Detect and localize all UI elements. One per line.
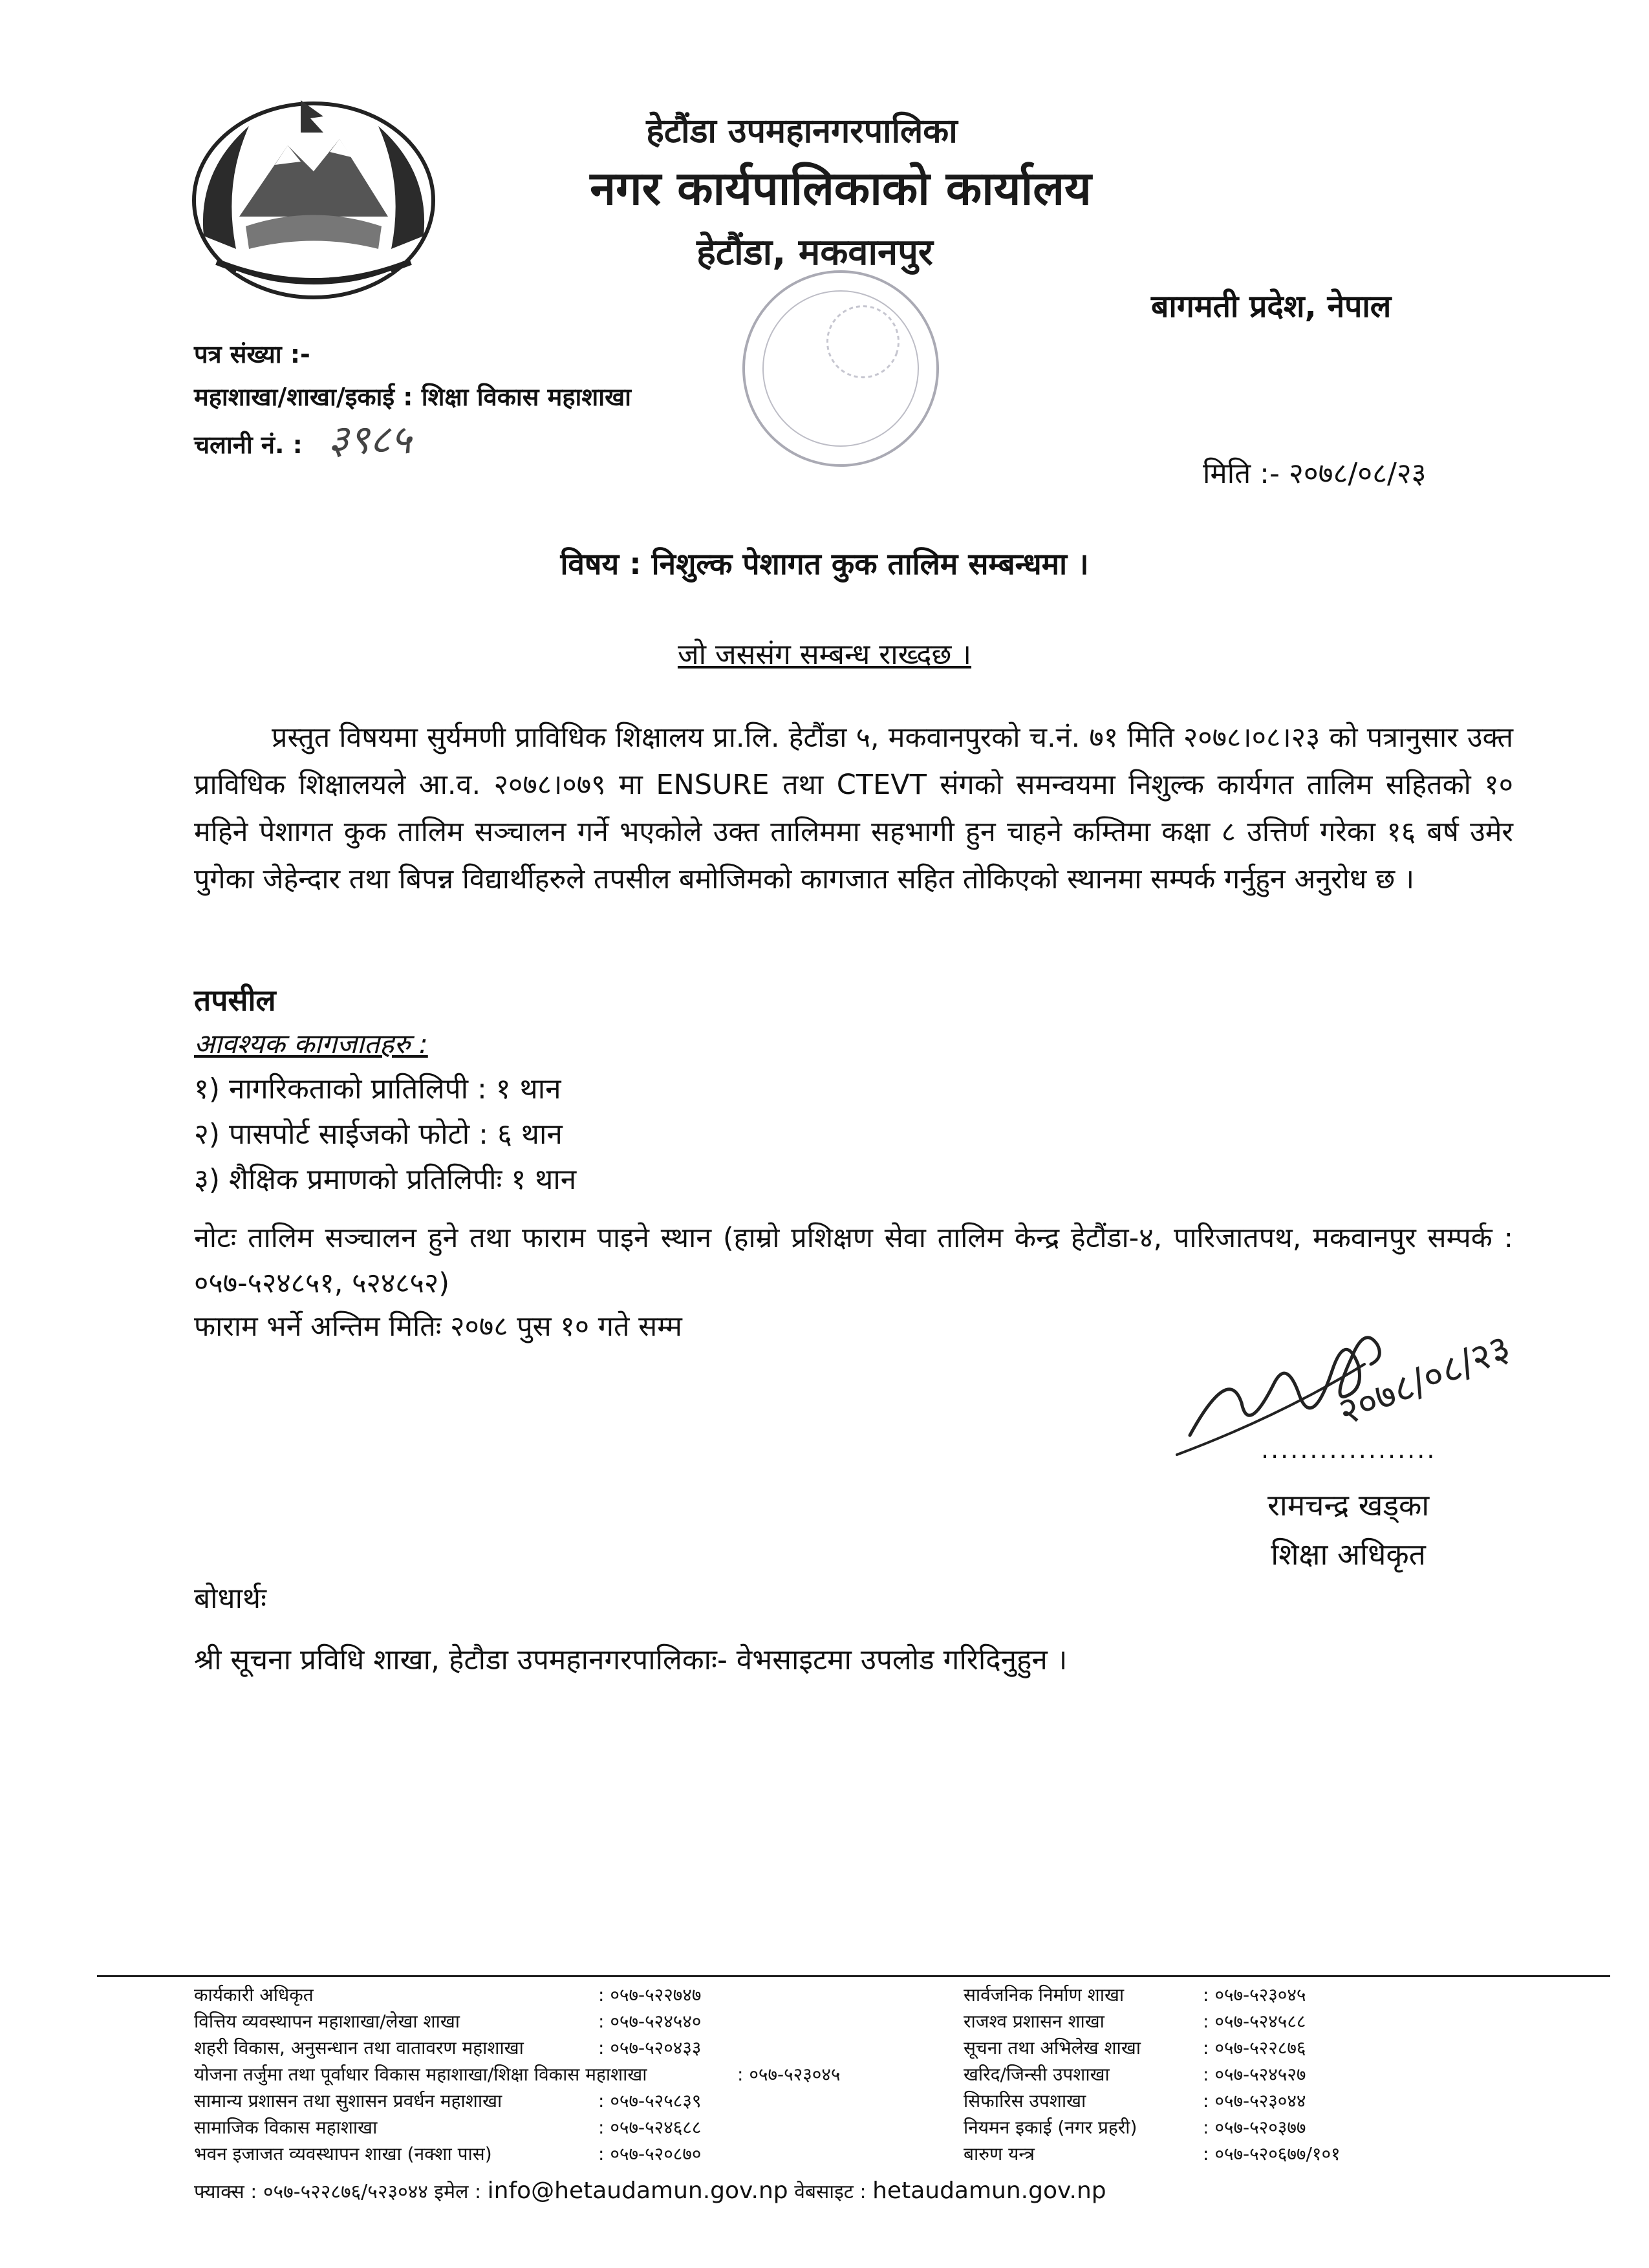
- contact-phone: : ०५७-५२४५४०: [598, 2011, 702, 2032]
- letter-body: प्रस्तुत विषयमा सुर्यमणी प्राविधिक शिक्षालय प्रा.लि. हेटौंडा ५, मकवानपुरको च.नं. ७१ मिति २०७८।०८।२३ को पत्रानुसार उक्त प्राविधिक शिक्षालयले आ.व. २०७८।०७९ मा ENSURE तथा CTEVT संगको समन्वयमा निशुल्क कार्यगत तालिम सहितको १० महिने पेशागत कुक तालिम सञ्चालन गर्ने भएकोले उक्त तालिममा सहभागी हुन चाहने कम्तिमा कक्षा ८ उत्तिर्ण गरेका १६ बर्ष उमेर पुगेका जेहेन्दार तथा बिपन्न विद्यार्थीहरुले तपसील बमोजिमको कागजात सहित तोकिएको स्थानमा सम्पर्क गर्नुहुन अनुरोध छ ।: [194, 722, 1513, 895]
- signatory-name: रामचन्द्र खड्का: [1267, 1488, 1430, 1523]
- signatory-block: [1267, 1481, 1429, 1579]
- contact-phone: : ०५७-५२४५२७: [1203, 2064, 1306, 2085]
- contact-phone: : ०५७-५२०६७७/१०१: [1203, 2143, 1341, 2165]
- letter-number-label: पत्र संख्या :-: [194, 340, 310, 369]
- contact-phone: : ०५७-५२४५८८: [1203, 2011, 1306, 2032]
- dispatch-number-label: चलानी नं. :: [194, 431, 303, 459]
- email-label: इमेल :: [434, 2181, 482, 2203]
- email-link[interactable]: info@hetaudamun.gov.np: [487, 2177, 788, 2204]
- salutation-text: जो जससंग सम्बन्ध राख्दछ ।: [677, 638, 972, 671]
- document-item: २) पासपोर्ट साईजको फोटो : ६ थान: [194, 1118, 563, 1151]
- required-documents-title: आवश्यक कागजातहरु :: [194, 1028, 428, 1060]
- office-name: नगर कार्यपालिकाको कार्यालय: [590, 161, 1092, 215]
- division-value: शिक्षा विकास महाशाखा: [421, 383, 632, 411]
- contact-phone: : ०५७-५२२७४७: [598, 1984, 702, 2006]
- contact-phone: : ०५७-५२४६८८: [598, 2117, 702, 2138]
- dispatch-number-value: ३९८५: [328, 416, 412, 463]
- contact-label: सिफारिस उपशाखा: [964, 2090, 1086, 2112]
- office-stamp-icon: [724, 252, 957, 485]
- contact-phone: : ०५७-५२५८३९: [598, 2090, 702, 2112]
- nepal-emblem-icon: [178, 87, 449, 307]
- contact-label: सार्वजनिक निर्माण शाखा: [964, 1984, 1125, 2006]
- website-label: वेबसाइट :: [794, 2181, 867, 2203]
- contact-label: राजश्व प्रशासन शाखा: [964, 2011, 1105, 2032]
- footer-fax-email-website: [194, 2177, 1106, 2204]
- document-item: १) नागरिकताको प्रातिलिपी : १ थान: [194, 1073, 561, 1106]
- contact-label: शहरी विकास, अनुसन्धान तथा वातावरण महाशाखा: [194, 2037, 524, 2059]
- details-heading: तपसील: [194, 983, 276, 1018]
- signature-date: २०७८/०८/२३: [1331, 1325, 1517, 1434]
- contact-phone: : ०५७-५२०८७०: [598, 2143, 702, 2165]
- office-location: हेटौंडा, मकवानपुर: [696, 231, 933, 273]
- contact-label: वित्तिय व्यवस्थापन महाशाखा/लेखा शाखा: [194, 2011, 460, 2032]
- cc-recipient: श्री सूचना प्रविधि शाखा, हेटौडा उपमहानगरपालिकाः- वेभसाइटमा उपलोड गरिदिनुहुन ।: [194, 1643, 1068, 1676]
- letter-subject: विषय : निशुल्क पेशागत कुक तालिम सम्बन्धमा ।: [560, 546, 1089, 581]
- contact-phone: : ०५७-५२३०४५: [737, 2064, 841, 2085]
- contact-label: योजना तर्जुमा तथा पूर्वाधार विकास महाशाखा/शिक्षा विकास महाशाखा: [194, 2064, 647, 2085]
- division-label: महाशाखा/शाखा/इकाई :: [194, 383, 413, 411]
- footer-divider: [97, 1975, 1610, 1977]
- letter-salutation: [0, 634, 1649, 672]
- contact-phone: : ०५७-५२०४३३: [598, 2037, 702, 2059]
- contact-phone: : ०५७-५२२८७६: [1203, 2037, 1306, 2059]
- signature-line: ..................: [1261, 1435, 1437, 1464]
- contact-label: बारुण यन्त्र: [964, 2143, 1035, 2165]
- contact-label: सामाजिक विकास महाशाखा: [194, 2117, 378, 2138]
- contact-phone: : ०५७-५२०३७७: [1203, 2117, 1306, 2138]
- reference-block: [194, 333, 631, 466]
- contact-label: कार्यकारी अधिकृत: [194, 1984, 314, 2006]
- website-link[interactable]: hetaudamun.gov.np: [872, 2177, 1106, 2204]
- municipality-name: हेटौंडा उपमहानगरपालिका: [646, 112, 958, 151]
- contact-phone: : ०५७-५२३०४५: [1203, 1984, 1306, 2006]
- contact-label: खरिद/जिन्सी उपशाखा: [964, 2064, 1110, 2085]
- contact-phone: : ०५७-५२३०४४: [1203, 2090, 1306, 2112]
- required-documents-list: [194, 1067, 576, 1203]
- signatory-title: शिक्षा अधिकृत: [1271, 1537, 1426, 1572]
- document-item: ३) शैक्षिक प्रमाणको प्रतिलिपीः १ थान: [194, 1163, 577, 1196]
- letter-date: मिति :- २०७८/०८/२३: [1203, 457, 1427, 490]
- contact-label: भवन इजाजत व्यवस्थापन शाखा (नक्शा पास): [194, 2143, 492, 2165]
- province-label: बागमती प्रदेश, नेपाल: [1151, 288, 1392, 325]
- fax-label: फ्याक्स : ०५७-५२२८७६/५२३०४४: [194, 2181, 428, 2203]
- contact-label: सूचना तथा अभिलेख शाखा: [964, 2037, 1141, 2059]
- contact-label: नियमन इकाई (नगर प्रहरी): [964, 2117, 1137, 2138]
- contact-label: सामान्य प्रशासन तथा सुशासन प्रवर्धन महाशाखा: [194, 2090, 502, 2112]
- form-deadline: फाराम भर्ने अन्तिम मितिः २०७८ पुस १० गते सम्म: [194, 1311, 682, 1343]
- cc-heading: बोधार्थः: [194, 1582, 266, 1615]
- training-venue-note: नोटः तालिम सञ्चालन हुने तथा फाराम पाइने स्थान (हाम्रो प्रशिक्षण सेवा तालिम केन्द्र हेटौंडा-४, पारिजातपथ, मकवानपुर सम्पर्क : ०५७-५२४८५१, ५२४८५२): [194, 1222, 1513, 1300]
